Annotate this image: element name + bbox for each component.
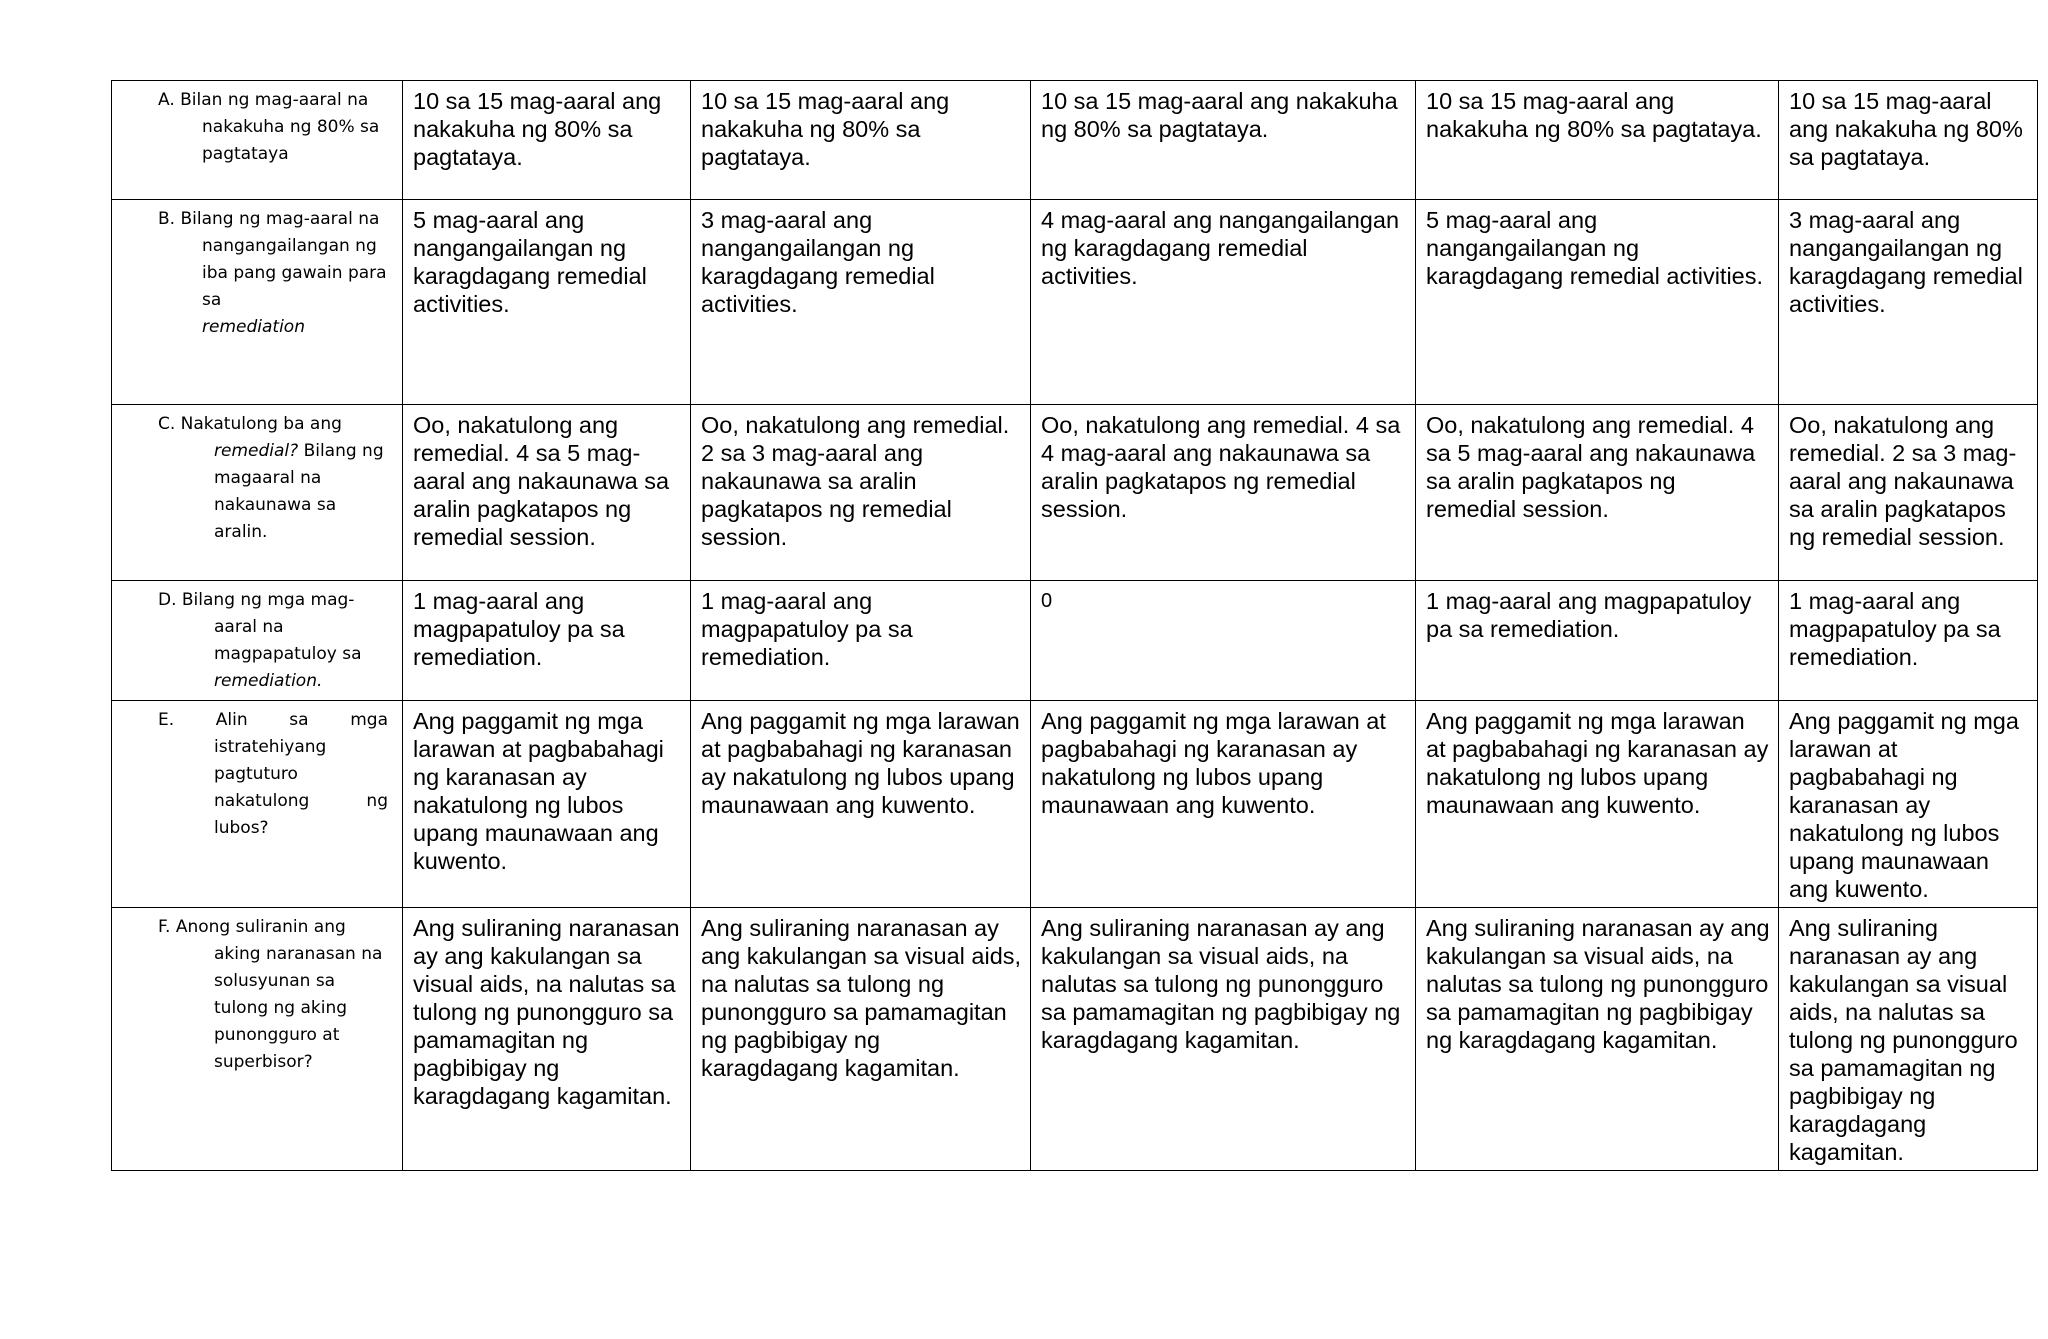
cell-b-5: 3 mag-aaral ang nangangailangan ng karagdagang remedial activities. [1779,200,2038,405]
table-row-c [112,405,2038,581]
cell-c-4: Oo, nakatulong ang remedial. 4 sa 5 mag-aaral ang nakaunawa sa aralin pagkatapos ng remedial session. [1416,405,1779,581]
row-label-e: E. Alin sa mga istratehiyang pagtuturo nakatulong ng lubos? [112,701,403,908]
cell-e-4: Ang paggamit ng mga larawan at pagbabahagi ng karanasan ay nakatulong ng lubos upang maunawaan ang kuwento. [1416,701,1779,908]
cell-c-1: Oo, nakatulong ang remedial. 4 sa 5 mag-aaral ang nakaunawa sa aralin pagkatapos ng remedial session. [403,405,691,581]
table-row-e [112,701,2038,908]
cell-e-2: Ang paggamit ng mga larawan at pagbabahagi ng karanasan ay nakatulong ng lubos upang maunawaan ang kuwento. [691,701,1031,908]
cell-d-1: 1 mag-aaral ang magpapatuloy pa sa remediation. [403,581,691,701]
cell-f-3: Ang suliraning naranasan ay ang kakulangan sa visual aids, na nalutas sa tulong ng punongguro sa pamamagitan ng pagbibigay ng karagdagang kagamitan. [1031,908,1416,1171]
cell-c-3: Oo, nakatulong ang remedial. 4 sa 4 mag-aaral ang nakaunawa sa aralin pagkatapos ng remedial session. [1031,405,1416,581]
row-label-b: B. Bilang ng mag-aaral na nangangailangan ng iba pang gawain para sa remediation [112,200,403,405]
cell-f-5: Ang suliraning naranasan ay ang kakulangan sa visual aids, na nalutas sa tulong ng punongguro sa pamamagitan ng pagbibigay ng karagdagang kagamitan. [1779,908,2038,1171]
table-row-d [112,581,2038,701]
row-label-a: A. Bilan ng mag-aaral na nakakuha ng 80% sa pagtataya [112,81,403,200]
cell-f-1: Ang suliraning naranasan ay ang kakulangan sa visual aids, na nalutas sa tulong ng punongguro sa pamamagitan ng pagbibigay ng karagdagang kagamitan. [403,908,691,1171]
table-row-b [112,200,2038,405]
cell-a-1: 10 sa 15 mag-aaral ang nakakuha ng 80% sa pagtataya. [403,81,691,200]
cell-e-1: Ang paggamit ng mga larawan at pagbabahagi ng karanasan ay nakatulong ng lubos upang maunawaan ang kuwento. [403,701,691,908]
cell-a-3: 10 sa 15 mag-aaral ang nakakuha ng 80% sa pagtataya. [1031,81,1416,200]
cell-c-5: Oo, nakatulong ang remedial. 2 sa 3 mag-aaral ang nakaunawa sa aralin pagkatapos ng remedial session. [1779,405,2038,581]
cell-d-4: 1 mag-aaral ang magpapatuloy pa sa remediation. [1416,581,1779,701]
remediation-table [111,80,2038,1171]
cell-b-1: 5 mag-aaral ang nangangailangan ng karagdagang remedial activities. [403,200,691,405]
cell-d-2: 1 mag-aaral ang magpapatuloy pa sa remediation. [691,581,1031,701]
row-label-d: D. Bilang ng mga mag-aaral na magpapatuloy sa remediation. [112,581,403,701]
row-label-f: F. Anong suliranin ang aking naranasan na solusyunan sa tulong ng aking punongguro at superbisor? [112,908,403,1171]
cell-d-3: 0 [1031,581,1416,701]
cell-d-5: 1 mag-aaral ang magpapatuloy pa sa remediation. [1779,581,2038,701]
cell-e-5: Ang paggamit ng mga larawan at pagbabahagi ng karanasan ay nakatulong ng lubos upang maunawaan ang kuwento. [1779,701,2038,908]
table-row-a [112,81,2038,200]
cell-f-2: Ang suliraning naranasan ay ang kakulangan sa visual aids, na nalutas sa tulong ng punongguro sa pamamagitan ng pagbibigay ng karagdagang kagamitan. [691,908,1031,1171]
cell-a-2: 10 sa 15 mag-aaral ang nakakuha ng 80% sa pagtataya. [691,81,1031,200]
cell-e-3: Ang paggamit ng mga larawan at pagbabahagi ng karanasan ay nakatulong ng lubos upang maunawaan ang kuwento. [1031,701,1416,908]
cell-a-4: 10 sa 15 mag-aaral ang nakakuha ng 80% sa pagtataya. [1416,81,1779,200]
cell-c-2: Oo, nakatulong ang remedial. 2 sa 3 mag-aaral ang nakaunawa sa aralin pagkatapos ng remedial session. [691,405,1031,581]
table-row-f [112,908,2038,1171]
cell-b-3: 4 mag-aaral ang nangangailangan ng karagdagang remedial activities. [1031,200,1416,405]
cell-f-4: Ang suliraning naranasan ay ang kakulangan sa visual aids, na nalutas sa tulong ng punongguro sa pamamagitan ng pagbibigay ng karagdagang kagamitan. [1416,908,1779,1171]
cell-b-2: 3 mag-aaral ang nangangailangan ng karagdagang remedial activities. [691,200,1031,405]
cell-b-4: 5 mag-aaral ang nangangailangan ng karagdagang remedial activities. [1416,200,1779,405]
cell-a-5: 10 sa 15 mag-aaral ang nakakuha ng 80% sa pagtataya. [1779,81,2038,200]
row-label-c: C. Nakatulong ba ang remedial? Bilang ng magaaral na nakaunawa sa aralin. [112,405,403,581]
